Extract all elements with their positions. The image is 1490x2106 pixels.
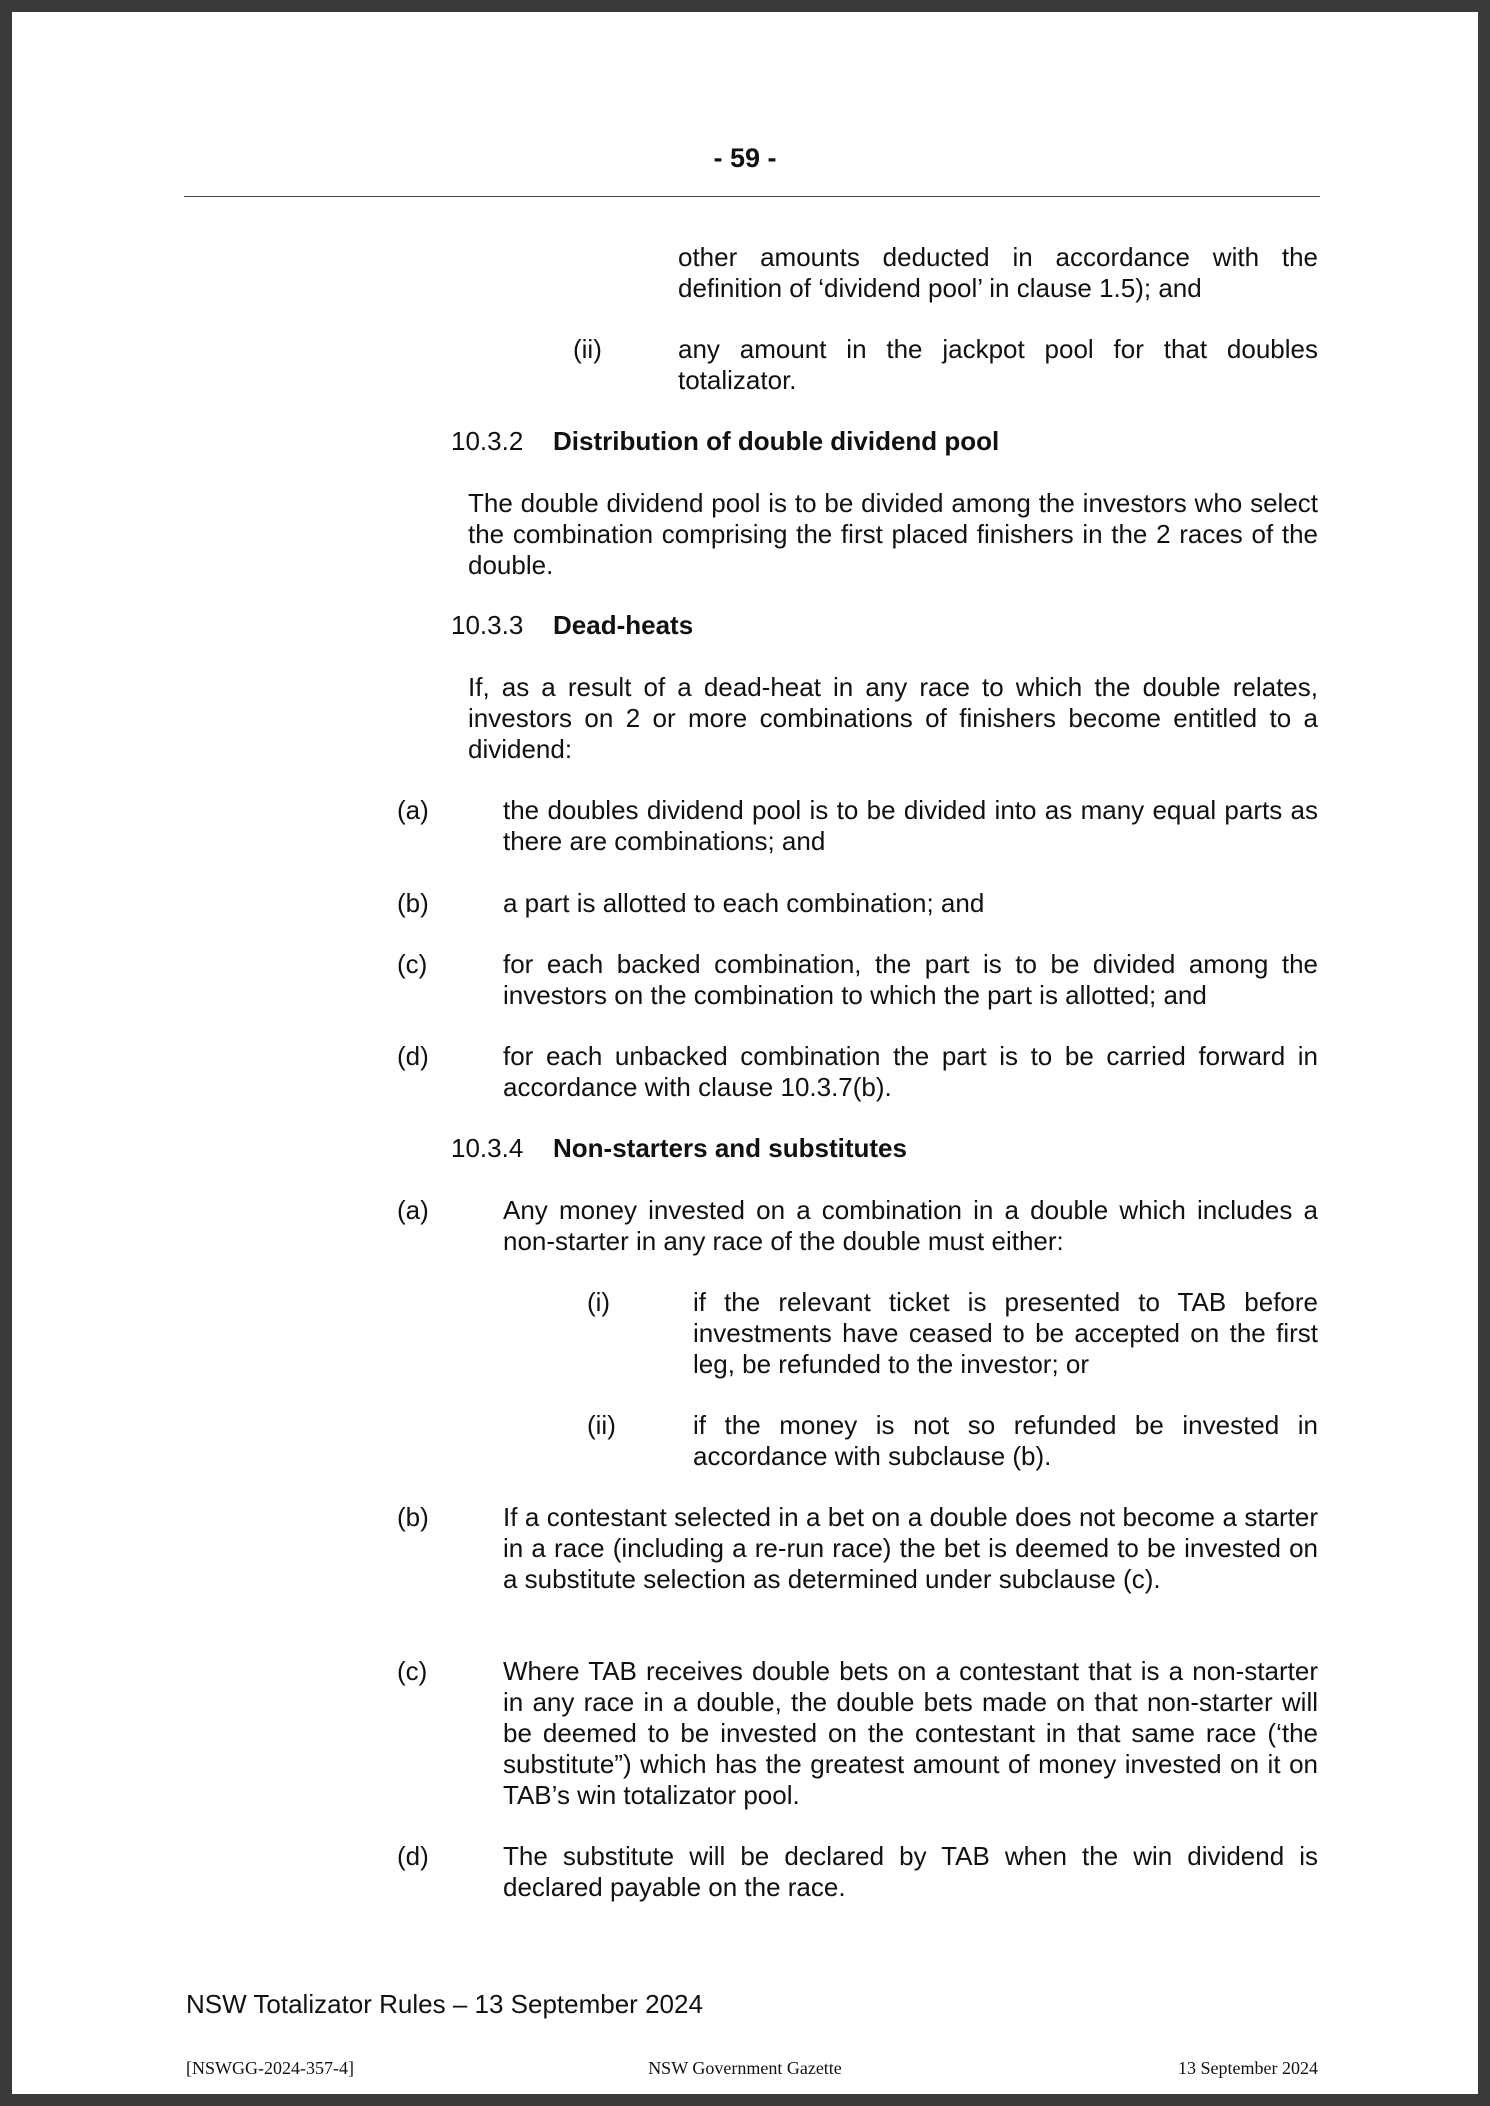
page-number: - 59 -: [713, 143, 777, 173]
section-text-10-3-2: The double dividend pool is to be divided among the investors who select the combination comprising the first placed finishers in the 2 races of the double.: [468, 488, 1318, 580]
item-text-c: for each backed combination, the part is to be divided among the investors on the combination to which the part is allotted; and: [503, 949, 1318, 1010]
gazette-id: [NSWGG-2024-357-4]: [186, 2058, 354, 2078]
item-label-c: (c): [397, 1656, 428, 1686]
item-text-d: The substitute will be declared by TAB when the win dividend is declared payable on the race.: [503, 1841, 1318, 1902]
item-label-b: (b): [397, 1502, 429, 1532]
footer-title: NSW Totalizator Rules – 13 September 2024: [186, 1989, 703, 2019]
item-label-c: (c): [397, 949, 428, 979]
section-title-10-3-3: Dead-heats: [553, 610, 694, 640]
item-label-b: (b): [397, 888, 429, 918]
subitem-text-ii: if the money is not so refunded be invested in accordance with subclause (b).: [693, 1410, 1318, 1471]
item-text-d: for each unbacked combination the part is to be carried forward in accordance with clause 10.3.7(b).: [503, 1041, 1318, 1102]
section-number-10-3-3: 10.3.3: [451, 610, 524, 640]
item-text-c: Where TAB receives double bets on a contestant that is a non-starter in any race in a double, the double bets made on that non-starter will be deemed to be invested on the contestant in that same race (‘the substitute”) which has the greatest amount of money invested on it on TAB’s win totalizator pool.: [503, 1656, 1318, 1810]
item-label-d: (d): [397, 1041, 429, 1071]
section-title-10-3-2: Distribution of double dividend pool: [553, 426, 1000, 456]
item-text-a: the doubles dividend pool is to be divided into as many equal parts as there are combinations; and: [503, 795, 1318, 856]
item-label-a: (a): [397, 795, 429, 825]
header-rule: [184, 196, 1320, 197]
subitem-label-ii: (ii): [587, 1410, 616, 1440]
item-text-a: Any money invested on a combination in a double which includes a non-starter in any race of the double must either:: [503, 1195, 1318, 1256]
item-text-b: a part is allotted to each combination; and: [503, 888, 985, 918]
gazette-name: NSW Government Gazette: [648, 2058, 842, 2078]
section-title-10-3-4: Non-starters and substitutes: [553, 1133, 907, 1163]
item-text-ii: any amount in the jackpot pool for that doubles totalizator.: [678, 334, 1318, 395]
document-page: [12, 12, 1478, 2094]
item-label-d: (d): [397, 1841, 429, 1871]
section-number-10-3-4: 10.3.4: [451, 1133, 524, 1163]
item-label-a: (a): [397, 1195, 429, 1225]
subitem-text-i: if the relevant ticket is presented to TAB before investments have ceased to be accepted on the first leg, be refunded to the investor; or: [693, 1287, 1318, 1379]
subitem-label-i: (i): [587, 1287, 611, 1317]
continuation-text: other amounts deducted in accordance with the definition of ‘dividend pool’ in clause 1.5); and: [678, 242, 1318, 303]
gazette-date: 13 September 2024: [1178, 2058, 1318, 2078]
item-label-ii: (ii): [573, 334, 602, 364]
section-number-10-3-2: 10.3.2: [451, 426, 524, 456]
item-text-b: If a contestant selected in a bet on a double does not become a starter in a race (including a re-run race) the bet is deemed to be invested on a substitute selection as determined under subclause (c).: [503, 1502, 1318, 1594]
section-intro-10-3-3: If, as a result of a dead-heat in any race to which the double relates, investors on 2 or more combinations of finishers become entitled to a dividend:: [468, 672, 1318, 764]
